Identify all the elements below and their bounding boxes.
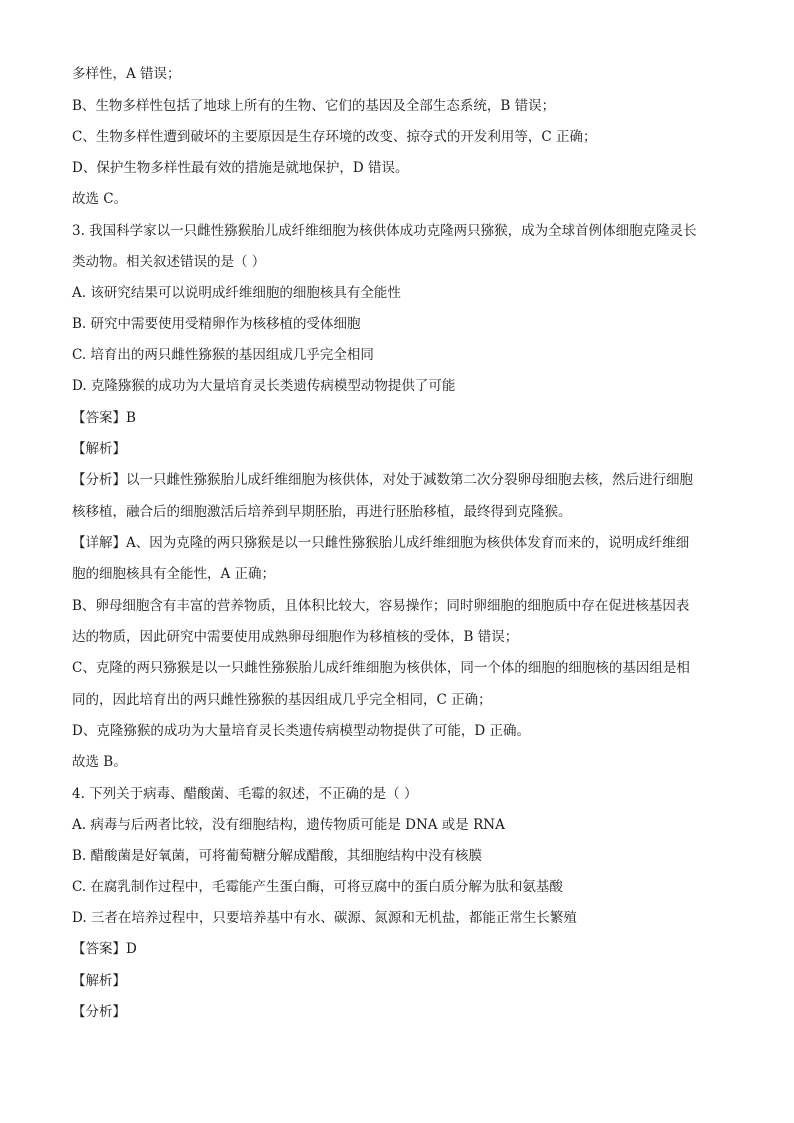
text-line: B、卵母细胞含有丰富的营养物质，且体积比较大，容易操作；同时卵细胞的细胞质中存在促进核基因表: [72, 598, 690, 614]
text-line: C、克隆的两只猕猴是以一只雌性猕猴胎儿成纤维细胞为核供体，同一个体的细胞的细胞核的基因组是相: [72, 660, 690, 676]
text-line: 【分析】: [72, 1004, 126, 1020]
text-line: 核移植，融合后的细胞激活后培养到早期胚胎，再进行胚胎移植，最终得到克隆猴。: [72, 504, 572, 520]
text-line: B、生物多样性包括了地球上所有的生物、它们的基因及全部生态系统，B 错误；: [72, 98, 556, 114]
text-line: 【分析】以一只雌性猕猴胎儿成纤维细胞为核供体，对处于减数第二次分裂卵母细胞去核，然后进行细胞: [72, 472, 693, 488]
text-line: 同的，因此培育出的两只雌性猕猴的基因组成几乎完全相同，C 正确；: [72, 692, 492, 708]
text-line: C. 在腐乳制作过程中，毛霉能产生蛋白酶，可将豆腐中的蛋白质分解为肽和氨基酸: [72, 879, 563, 895]
text-line: 达的物质，因此研究中需要使用成熟卵母细胞作为移植核的受体，B 错误；: [72, 629, 519, 645]
text-line: B. 研究中需要使用受精卵作为核移植的受体细胞: [72, 316, 361, 332]
text-line: 类动物。相关叙述错误的是（ ）: [72, 254, 266, 270]
text-line: D、保护生物多样性最有效的措施是就地保护，D 错误。: [72, 160, 409, 176]
text-line: 【详解】A、因为克隆的两只猕猴是以一只雌性猕猴胎儿成纤维细胞为核供体发育而来的，说明成纤维细: [72, 535, 690, 551]
text-line: 胞的细胞核具有全能性，A 正确；: [72, 566, 276, 582]
text-line: C、生物多样性遭到破坏的主要原因是生存环境的改变、掠夺式的开发利用等，C 正确；: [72, 129, 597, 145]
text-line: 4. 下列关于病毒、醋酸菌、毛霉的叙述，不正确的是（ ）: [72, 786, 418, 802]
text-line: 【答案】B: [72, 410, 136, 426]
text-line: D. 三者在培养过程中，只要培养基中有水、碳源、氮源和无机盐，都能正常生长繁殖: [72, 910, 577, 926]
text-line: 故选 B。: [72, 754, 127, 770]
text-line: B. 醋酸菌是好氧菌，可将葡萄糖分解成醋酸，其细胞结构中没有核膜: [72, 848, 483, 864]
text-line: A. 病毒与后两者比较，没有细胞结构，遗传物质可能是 DNA 或是 RNA: [72, 817, 505, 833]
text-line: A. 该研究结果可以说明成纤维细胞的细胞核具有全能性: [72, 285, 401, 301]
text-line: 【解析】: [72, 973, 126, 989]
text-line: 【答案】D: [72, 941, 137, 957]
text-line: D. 克隆猕猴的成功为大量培育灵长类遗传病模型动物提供了可能: [72, 378, 456, 394]
text-line: 故选 C。: [72, 191, 128, 207]
text-line: 多样性，A 错误；: [72, 66, 181, 82]
text-line: C. 培育出的两只雌性猕猴的基因组成几乎完全相同: [72, 347, 374, 363]
text-line: 3. 我国科学家以一只雌性猕猴胎儿成纤维细胞为核供体成功克隆两只猕猴，成为全球首例体细胞克隆灵长: [72, 223, 697, 239]
text-line: 【解析】: [72, 441, 126, 457]
text-line: D、克隆猕猴的成功为大量培育灵长类遗传病模型动物提供了可能，D 正确。: [72, 723, 530, 739]
